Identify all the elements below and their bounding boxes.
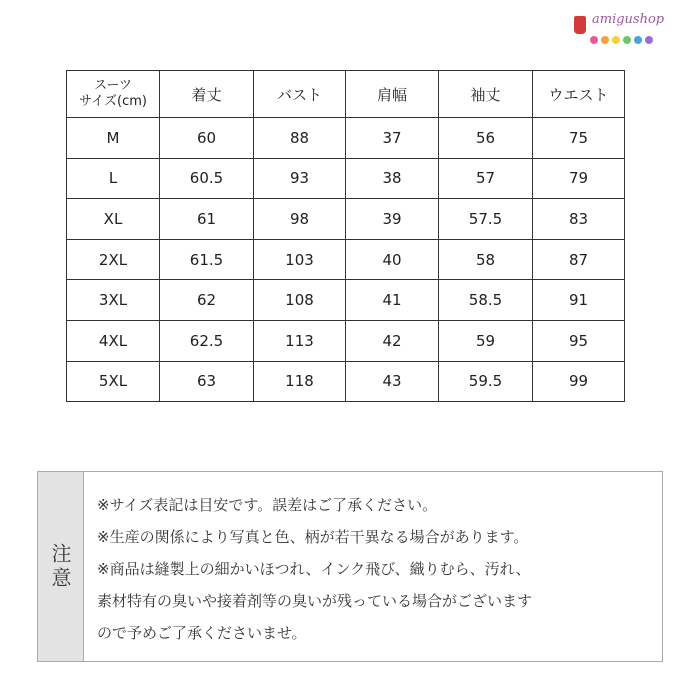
table-cell: 56 [439, 118, 533, 159]
table-cell: 40 [346, 239, 439, 280]
table-row [67, 239, 625, 280]
table-cell: 79 [533, 158, 625, 199]
table-cell: 43 [346, 361, 439, 402]
table-row [67, 118, 625, 159]
logo-dot [645, 36, 653, 44]
table-cell: 59 [439, 320, 533, 361]
table-cell: 108 [254, 280, 346, 321]
notice-line: ※生産の関係により写真と色、柄が若干異なる場合があります。 [97, 528, 529, 546]
notice-label-text: 注意 [48, 542, 72, 591]
notice-body [84, 472, 532, 661]
table-cell: 98 [254, 199, 346, 240]
header-size-label [67, 71, 160, 118]
table-cell: 75 [533, 118, 625, 159]
header-shoulder: 肩幅 [346, 71, 439, 118]
table-cell: 37 [346, 118, 439, 159]
header-sleeve: 袖丈 [439, 71, 533, 118]
notice-box [37, 471, 663, 662]
table-cell: 58 [439, 239, 533, 280]
table-cell: 39 [346, 199, 439, 240]
notice-line: 素材特有の臭いや接着剤等の臭いが残っている場合がございます [97, 592, 533, 610]
size-cell: 3XL [67, 280, 160, 321]
size-cell: M [67, 118, 160, 159]
cup-icon [574, 16, 586, 34]
table-row [67, 158, 625, 199]
table-cell: 63 [160, 361, 254, 402]
header-bust: バスト [254, 71, 346, 118]
logo-dot [634, 36, 642, 44]
table-cell: 60.5 [160, 158, 254, 199]
table-cell: 88 [254, 118, 346, 159]
table-cell: 87 [533, 239, 625, 280]
table-cell: 113 [254, 320, 346, 361]
table-cell: 62 [160, 280, 254, 321]
size-table-header [67, 71, 625, 118]
table-cell: 42 [346, 320, 439, 361]
logo-dots [590, 36, 653, 44]
table-cell: 62.5 [160, 320, 254, 361]
table-cell: 38 [346, 158, 439, 199]
table-row [67, 280, 625, 321]
table-row [67, 320, 625, 361]
table-cell: 83 [533, 199, 625, 240]
table-row [67, 199, 625, 240]
size-cell: XL [67, 199, 160, 240]
table-row [67, 361, 625, 402]
table-cell: 58.5 [439, 280, 533, 321]
notice-line: ※商品は縫製上の細かいほつれ、インク飛び、織りむら、汚れ、 [97, 560, 531, 578]
table-cell: 99 [533, 361, 625, 402]
header-waist: ウエスト [533, 71, 625, 118]
table-cell: 61.5 [160, 239, 254, 280]
table-cell: 91 [533, 280, 625, 321]
table-cell: 59.5 [439, 361, 533, 402]
table-cell: 103 [254, 239, 346, 280]
header-line-1: スーツ [94, 78, 132, 93]
size-table [66, 70, 625, 402]
size-cell: 5XL [67, 361, 160, 402]
table-cell: 41 [346, 280, 439, 321]
table-cell: 60 [160, 118, 254, 159]
table-cell: 57 [439, 158, 533, 199]
table-cell: 61 [160, 199, 254, 240]
table-cell: 57.5 [439, 199, 533, 240]
size-cell: L [67, 158, 160, 199]
header-line-2: サイズ(cm) [79, 94, 147, 109]
size-cell: 4XL [67, 320, 160, 361]
notice-label [38, 472, 84, 661]
shop-logo [574, 8, 692, 52]
size-cell: 2XL [67, 239, 160, 280]
table-cell: 118 [254, 361, 346, 402]
header-length: 着丈 [160, 71, 254, 118]
notice-line: ので予めご了承くださいませ。 [97, 624, 307, 642]
table-cell: 95 [533, 320, 625, 361]
logo-dot [623, 36, 631, 44]
logo-dot [590, 36, 598, 44]
table-cell: 93 [254, 158, 346, 199]
notice-line: ※サイズ表記は目安です。誤差はご了承ください。 [97, 496, 438, 514]
logo-dot [601, 36, 609, 44]
shop-logo-text: amigushop [592, 12, 665, 27]
logo-dot [612, 36, 620, 44]
